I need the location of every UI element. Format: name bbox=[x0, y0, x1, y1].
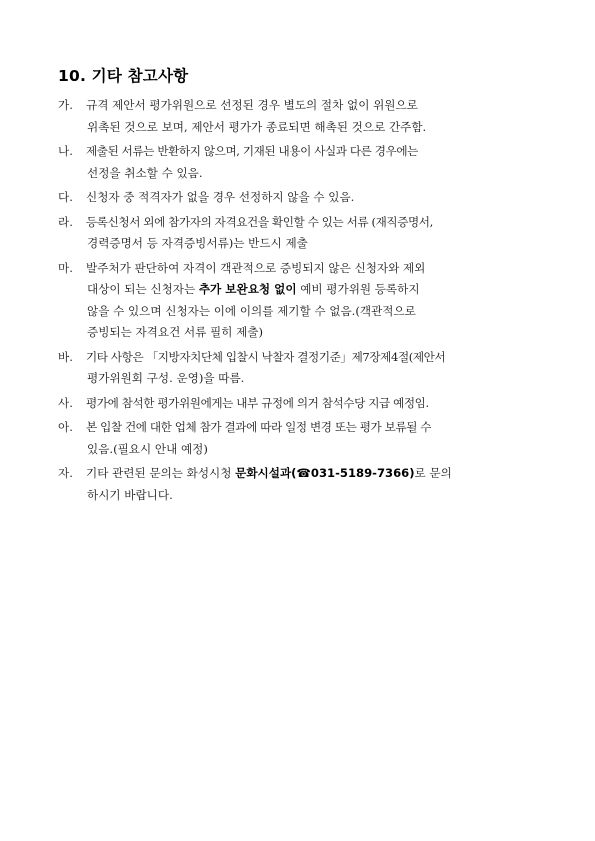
item-marker: 사. bbox=[58, 395, 73, 410]
section-title: 10. 기타 참고사항 bbox=[58, 67, 189, 85]
item-text-segment: 예비 평가위원 등록하지 bbox=[296, 282, 420, 296]
item-text-line: 선정을 취소할 수 있음. bbox=[87, 165, 203, 180]
item-marker: 다. bbox=[58, 190, 73, 204]
item-text-line: 평가위원회 구성. 운영)을 따름. bbox=[87, 371, 245, 385]
item-marker: 라. bbox=[58, 214, 73, 229]
item-text-line: 있음.(필요시 안내 예정) bbox=[87, 441, 208, 456]
item-text-line bbox=[87, 279, 542, 301]
item-text-segment: 기타 관련된 문의는 화성시청 bbox=[86, 466, 236, 480]
list-item-ga bbox=[58, 95, 542, 138]
item-marker: 마. bbox=[58, 260, 73, 275]
item-text-line: 평가에 참석한 평가위원에게는 내부 규정에 의거 참석수당 지급 예정임. bbox=[86, 395, 429, 410]
item-text-line: 않을 수 있으며 신청자는 이에 이의를 제기할 수 없음.(객관적으로 bbox=[87, 303, 416, 318]
item-marker: 바. bbox=[58, 349, 73, 364]
item-text-line: 본 입찰 건에 대한 업체 참가 결과에 따라 일정 변경 또는 평가 보류될 수 bbox=[86, 420, 432, 434]
item-text-line: 규격 제안서 평가위원으로 선정된 경우 별도의 절차 없이 위원으로 bbox=[86, 98, 418, 112]
list-item-ra bbox=[58, 212, 542, 255]
list-item-ba bbox=[58, 347, 542, 390]
emphasis-text: 추가 보완요청 없이 bbox=[198, 282, 297, 296]
item-marker: 자. bbox=[58, 466, 73, 480]
list-item-da bbox=[58, 187, 542, 209]
document-page bbox=[58, 64, 542, 509]
list-item-na bbox=[58, 141, 542, 184]
item-text-segment: 대상이 되는 신청자는 bbox=[87, 282, 199, 296]
item-text-segment: 로 문의 bbox=[414, 466, 452, 480]
item-text-line: 발주처가 판단하여 자격이 객관적으로 증빙되지 않은 신청자와 제외 bbox=[86, 260, 426, 275]
list-item-ma bbox=[58, 258, 542, 344]
item-text-line bbox=[86, 463, 542, 485]
item-marker: 가. bbox=[58, 98, 73, 112]
item-text-line: 경력증명서 등 자격증빙서류)는 반드시 제출 bbox=[87, 236, 308, 250]
item-text-line: 등록신청서 외에 참가자의 자격요건을 확인할 수 있는 서류 (재직증명서, bbox=[86, 214, 433, 229]
item-text-line: 위촉된 것으로 보며, 제안서 평가가 종료되면 해촉된 것으로 간주함. bbox=[87, 119, 427, 134]
item-marker: 아. bbox=[58, 420, 73, 434]
item-text-line: 하시기 바랍니다. bbox=[87, 487, 173, 502]
list-item-sa bbox=[58, 393, 542, 415]
list-item-a bbox=[58, 417, 542, 460]
item-text-line: 증빙되는 자격요건 서류 필히 제출) bbox=[87, 325, 264, 339]
contact-department: 문화시설과(☎031-5189-7366) bbox=[235, 466, 415, 480]
item-text-line: 신청자 중 적격자가 없을 경우 선정하지 않을 수 있음. bbox=[86, 190, 355, 204]
list-item-ja bbox=[58, 463, 542, 506]
item-text-line: 제출된 서류는 반환하지 않으며, 기재된 내용이 사실과 다른 경우에는 bbox=[86, 144, 418, 158]
item-text-line: 기타 사항은 「지방자치단체 입찰시 낙찰자 결정기준」제7장제4절(제안서 bbox=[86, 349, 446, 364]
item-marker: 나. bbox=[58, 144, 73, 158]
